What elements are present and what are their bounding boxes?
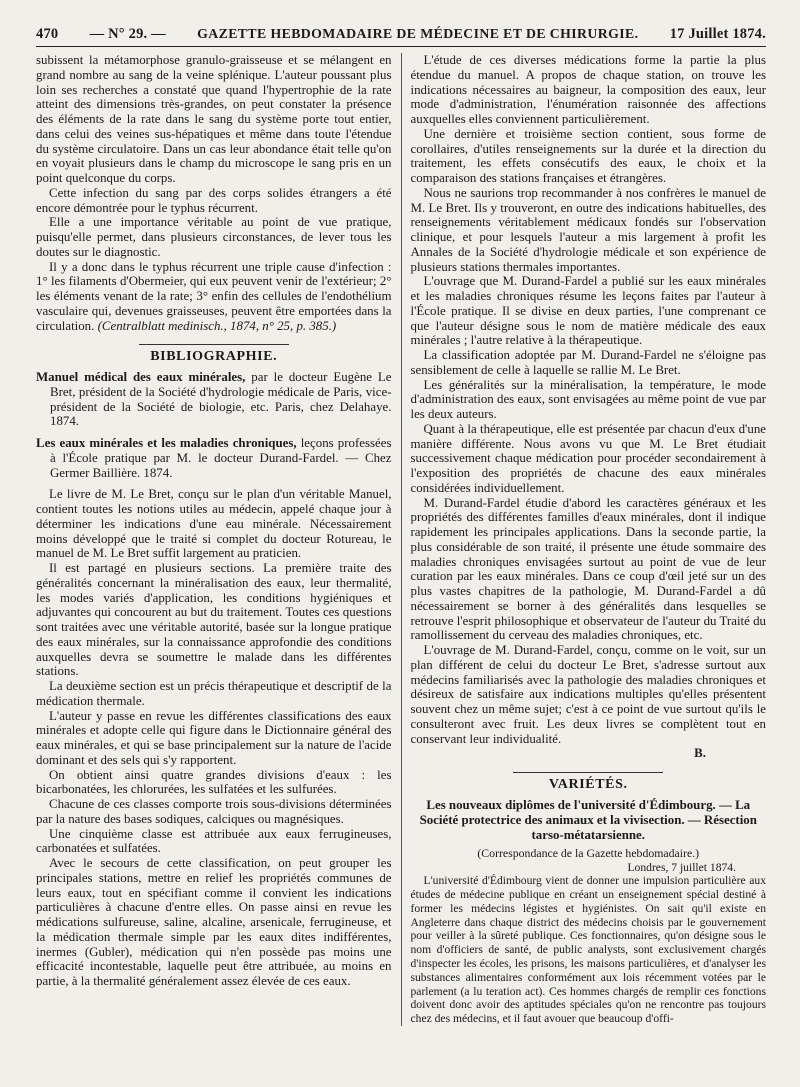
paragraph: L'auteur y passe en revue les différentes classifications des eaux minérales et adopte celle qui figure dans le Dictionnaire général des eaux minérales, et qui se base principalement sur la nature de l'acide dominant et des sels qui s'y rapportent. [36,708,392,767]
journal-title: GAZETTE HEBDOMADAIRE DE MÉDECINE ET DE CHIRURGIE. [197,26,639,41]
book-title: Les eaux minérales et les maladies chroniques, [36,436,297,450]
book-details: par le docteur Eugène Le Bret, président de la Société d'hydrologie médicale de Paris, vice-président de la Société de biologie, etc. Paris, chez Delahaye. 1874. [50,370,392,429]
paragraph: Le livre de M. Le Bret, conçu sur le plan d'un véritable Manuel, contient toutes les notions utiles au médecin, appelé chaque jour à déterminer les indications d'une eau minérale. Nécessairement moins développé que le traité si complet du docteur Rotureau, le manuel de M. Le Bret suffit largement au praticien. [36,487,392,561]
paragraph: Chacune de ces classes comporte trois sous-divisions déterminées par la nature des bases sodiques, calciques ou magnésiques. [36,797,392,826]
bibliography-entry [36,436,392,480]
issue-number: — N° 29. — [89,26,166,42]
paragraph: On obtient ainsi quatre grandes divisions d'eaux : les bicarbonatées, les chlorurées, les sulfatées et les sulfurées. [36,767,392,797]
paragraph: Cette infection du sang par des corps solides étrangers a été encore démontrée pour le typhus récurrent. [36,185,392,215]
correspondence-line: (Correspondance de la Gazette hebdomadaire.) [477,845,700,860]
book-details: leçons professées à l'École pratique par M. le docteur Durand-Fardel. — Chez Germer Baillière. 1874. [50,436,392,480]
section-title-bibliographie: BIBLIOGRAPHIE. [150,349,278,365]
paragraph: Nous ne saurions trop recommander à nos confrères le manuel de M. Le Bret. Ils y trouveront, en outre des indications habituelles, des renseignements véritablement médicaux fondés sur l'observation clinique, et pour lesquels l'auteur a mis largement à profit les Annales de la Société d'hydrologie médicale et son expérience de plusieurs stations thermales importantes. [410,185,766,274]
page-header [36,26,766,47]
paragraph: Une cinquième classe est attribuée aux eaux ferrugineuses, carbonatées et sulfatées. [36,826,392,856]
paragraph: Elle a une importance véritable au point de vue pratique, puisqu'elle permet, dans plusieurs circonstances, de lever tous les doutes sur le diagnostic. [36,215,392,259]
right-column [402,53,767,1026]
paragraph: La classification adoptée par M. Durand-Fardel ne s'éloigne pas sensiblement de celle à laquelle se rallie M. Le Bret. [410,348,766,377]
left-column [36,53,402,1026]
dateline: Londres, 7 juillet 1874. [627,860,736,874]
paragraph: L'ouvrage que M. Durand-Fardel a publié sur les eaux minérales et les maladies chroniques résume les leçons faites par l'auteur à l'École pratique. Il se divise en deux parties, l'une comprenant ce que l'auteur désigne sous le nom de matière médicale des eaux minérales ; l'autre relative à la thérapeutique. [410,274,766,348]
section-rule [139,344,289,345]
section-title-varietes: VARIÉTÉS. [548,777,628,792]
page-number: 470 [36,26,59,42]
paragraph: L'université d'Édimbourg vient de donner une impulsion particulière aux études de médecine publique en créant un enseignement spécial destiné à former les médecins légistes et hygiénistes. On sait qu'il existe en Angleterre dans chaque district des médecins choisis par le gouvernement pour veiller à la sûreté publique. Ces fonctionnaires, qu'on désigne sous le nom d'officiers de santé, de public analysts, sont exclusivement chargés d'inspecter les écoles, les prisons, les maisons particulières, et d'analyser les substances alimentaires conformément aux lois récemment votées par le parlement (a lu teration act). Ces hommes chargés de remplir ces fonctions doivent donc avoir des aptitudes spéciales qu'on ne rencontre pas toujours chez des médecins, et il faut avouer que beaucoup d'offi- [410,874,766,1026]
issue-date: 17 Juillet 1874. [669,26,766,42]
book-title: Manuel médical des eaux minérales, [36,370,246,384]
paragraph-text: Il y a donc dans le typhus récurrent une triple cause d'infection : 1° les filaments d'Obermeier, qui eux peuvent venir de l'extérieur; 2° les éléments venant de la rate; 3° enfin des cellules de l'endothélium vasculaire qui, devenues graisseuses, peuvent être emportées dans la circulation. [36,259,392,333]
paragraph: M. Durand-Fardel étudie d'abord les caractères généraux et les propriétés des différentes familles d'eaux minérales, dont il indique rapidement les principales applications. Dans la seconde partie, la plus considérable de son traité, il présente une étude sommaire des maladies chroniques envisagées surtout au point de vue de leur curation par les eaux minérales. Dans ce coup d'œil jeté sur un des plus vastes chapitres de la pathologie, M. Durand-Fardel a dû nécessairement se borner à des généralités dans lesquelles se retrouve l'esprit philosophique et observateur de l'auteur du Traité du ramollissement du cerveau des maladies chroniques, etc. [410,495,766,643]
citation: (Centralblatt medinisch., 1874, n° 25, p. 385.) [97,318,337,333]
section-rule [513,772,663,773]
paragraph: Les généralités sur la minéralisation, la température, le mode d'administration des eaux, sont envisagées au même point de vue par les deux auteurs. [410,377,766,421]
paragraph: Une dernière et troisième section contient, sous forme de corollaires, d'utiles renseignements sur la durée et la direction du traitement, les effets consécutifs des eaux, le choix et la comparaison des stations françaises et étrangères. [410,126,766,185]
paragraph: Il est partagé en plusieurs sections. La première traite des généralités concernant la minéralisation des eaux, leur thermalité, les modes variés d'application, les conditions hygiéniques et adjuvantes qui concourent au but du traitement. Toutes ces questions sont traitées avec une véritable autorité, basée sur la longue pratique des eaux minérales, sur la connaissance approfondie des conditions auxquelles devra se soumettre le malade dans les différentes stations. [36,561,392,679]
paragraph: L'ouvrage de M. Durand-Fardel, conçu, comme on le voit, sur un plan différent de celui du docteur Le Bret, s'adresse surtout aux médecins familiarisés avec la pathologie des maladies chroniques et désireux de satisfaire aux indications multiples qu'elles présentent souvent chez un même sujet; c'est à ce point de vue surtout qu'ils le consulteront avec fruit. Les deux livres se complètent tout en conservant leur individualité. [410,643,766,746]
paragraph: L'étude de ces diverses médications forme la partie la plus étendue du manuel. A propos de chaque station, on trouve les indications nécessaires au baigneur, la composition des eaux, leur mode d'administration, l'énumération raisonnée des affections auxquelles elles conviennent particulièrement. [410,53,766,126]
article-headline: Les nouveaux diplômes de l'université d'Édimbourg. — La Société protectrice des animaux et la vivisection. — Résection tarso-métatarsienne. [419,797,757,842]
paragraph: subissent la métamorphose granulo-graisseuse et se mélangent en grand nombre au sang de la veine splénique. L'auteur poussant plus loin ses recherches a constaté que quand l'hypertrophie de la rate atteint des dimensions très-grandes, on peut constater la présence des éléments de la rate dans le sang du système porte tout entier, dans celui des veines sus-hépatiques et même dans toute l'étendue du système circulatoire. Dans un cas leur abondance était telle qu'on en voyait plusieurs dans le champ du microscope le sang pris en un point quelconque du corps. [36,53,392,185]
paragraph: La deuxième section est un précis thérapeutique et descriptif de la médication thermale. [36,679,392,708]
bibliography-entry [36,370,392,429]
author-signature: B. [694,746,706,761]
paragraph: Quant à la thérapeutique, elle est présentée par chacun d'eux d'une manière différente. Nous avons vu que M. Le Bret étudiait successivement chaque médication pour procéder secondairement à l'exposition des propriétés de chacune des eaux minérales considérées individuellement. [410,421,766,495]
paragraph [36,260,392,334]
paragraph: Avec le secours de cette classification, on peut grouper les principales stations, mettre en relief les propriétés communes de leurs eaux, tout en spécifiant comme il convient les indications particulières à chacune d'entre elles. On passe ainsi en revue les médications sulfureuse, saline, alcaline, arsenicale, ferrugineuse, et la médication thermale simple par les eaux dites indifférentes, inermes (Gubler), médication qui n'en possède pas moins une efficacité incontestable, laquelle peut être attribuée, au moins en partie, à la thermalité généralement assez élevée de ces eaux. [36,856,392,988]
